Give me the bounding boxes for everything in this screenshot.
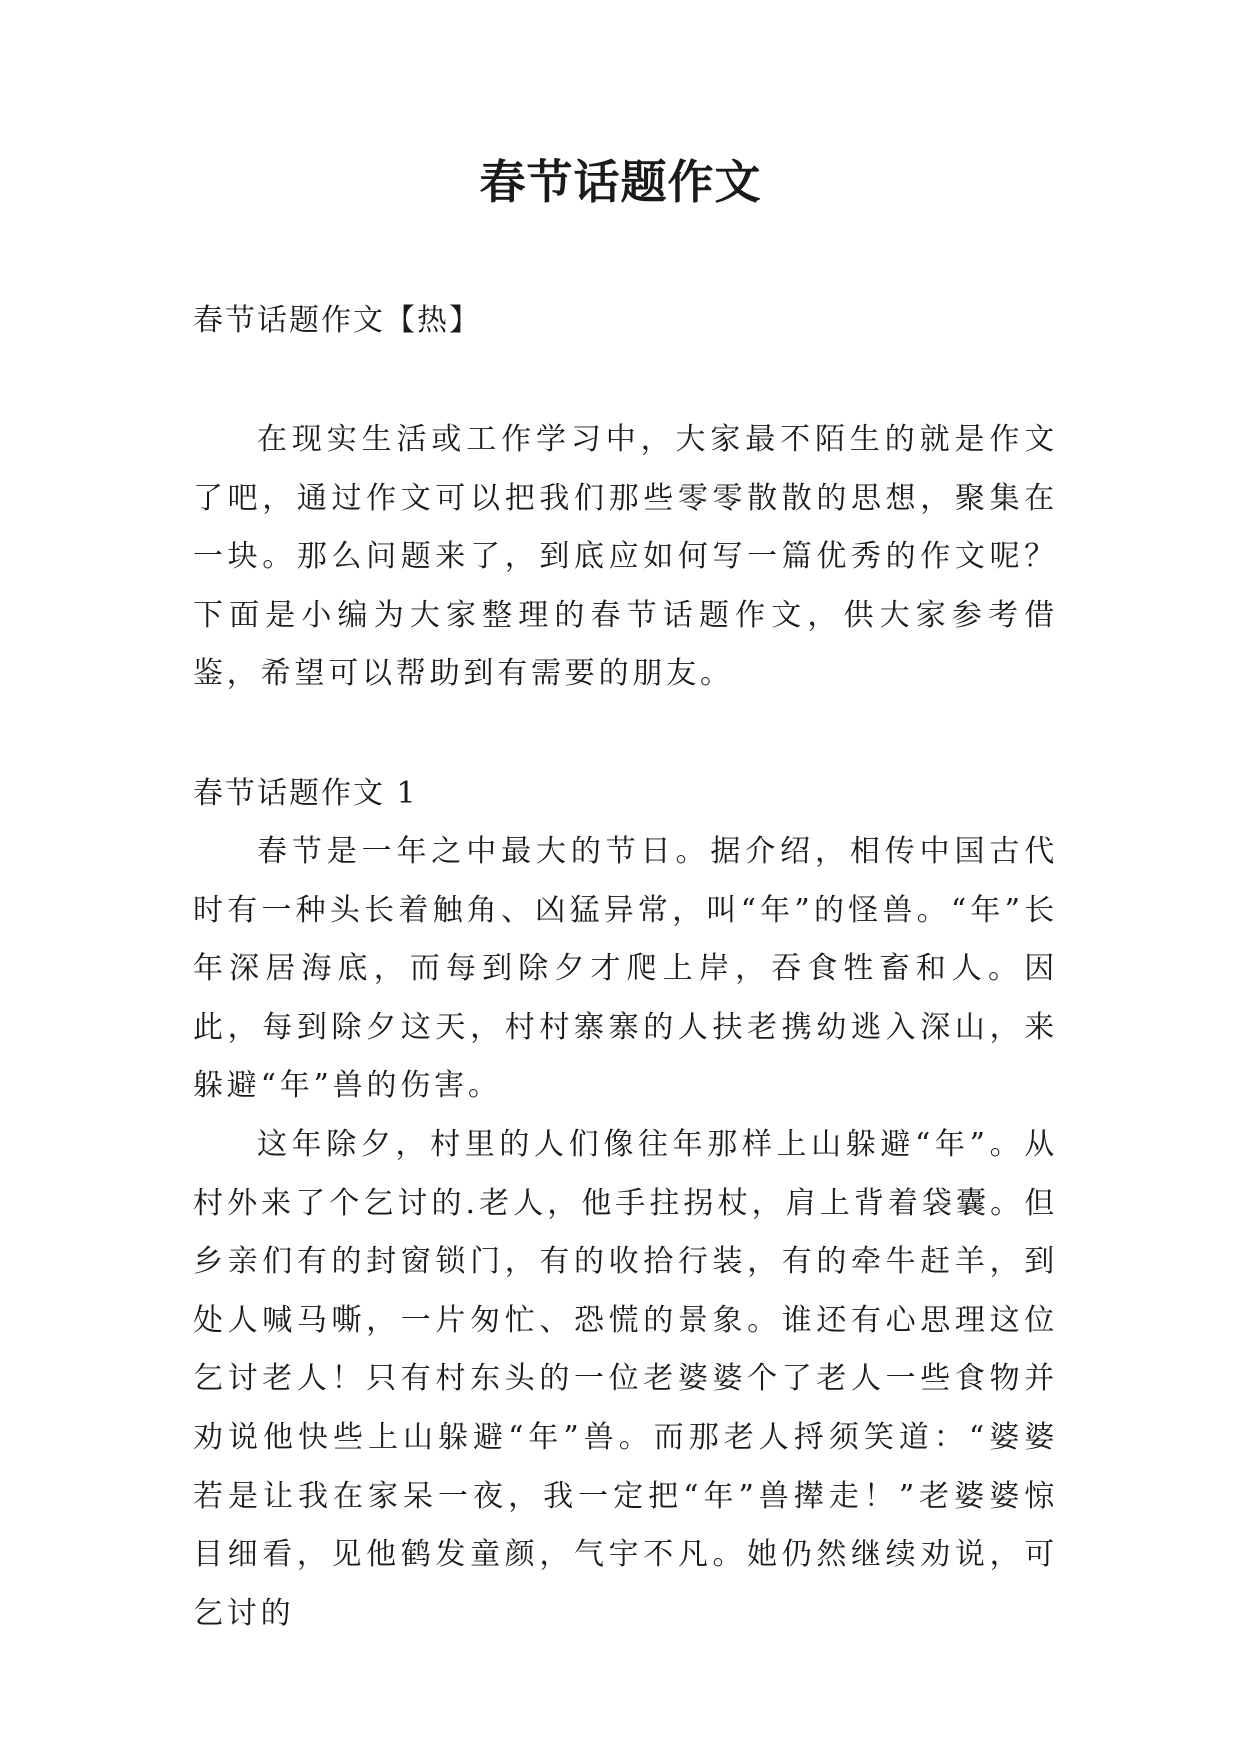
- section-heading: 春节话题作文 1: [193, 775, 418, 811]
- body-paragraph: 这年除夕，村里的人们像往年那样上山躲避“年”。从村外来了个乞讨的.老人，他手拄拐杖，肩上背着袋囊。但乡亲们有的封窗锁门，有的收拾行装，有的牵牛赶羊，到处人喊马嘶，一片匆忙、恐慌的景象。谁还有心思理这位乞讨老人！只有村东头的一位老婆婆个了老人一些食物并劝说他快些上山躲避“年”兽。而那老人捋须笑道：“婆婆若是让我在家呆一夜，我一定把“年”兽撵走！”老婆婆惊目细看，见他鹤发童颜，气宇不凡。她仍然继续劝说，可乞讨的: [193, 1126, 1058, 1631]
- body-paragraph: 春节是一年之中最大的节日。据介绍，相传中国古代时有一种头长着触角、凶猛异常，叫“年”的怪兽。“年”长年深居海底，而每到除夕才爬上岸，吞食牲畜和人。因此，每到除夕这天，村村寨寨的人扶老携幼逃入深山，来躲避“年”兽的伤害。: [193, 833, 1058, 1104]
- spacer: [193, 350, 1058, 411]
- document-subtitle: 春节话题作文【热】: [193, 303, 481, 338]
- spacer: [193, 704, 1058, 765]
- document-title: 春节话题作文: [479, 155, 762, 209]
- document-body: [193, 292, 1058, 1643]
- intro-paragraph: 在现实生活或工作学习中，大家最不陌生的就是作文了吧，通过作文可以把我们那些零零散散的思想，聚集在一块。那么问题来了，到底应如何写一篇优秀的作文呢？下面是小编为大家整理的春节话题作文，供大家参考借鉴，希望可以帮助到有需要的朋友。: [193, 422, 1058, 692]
